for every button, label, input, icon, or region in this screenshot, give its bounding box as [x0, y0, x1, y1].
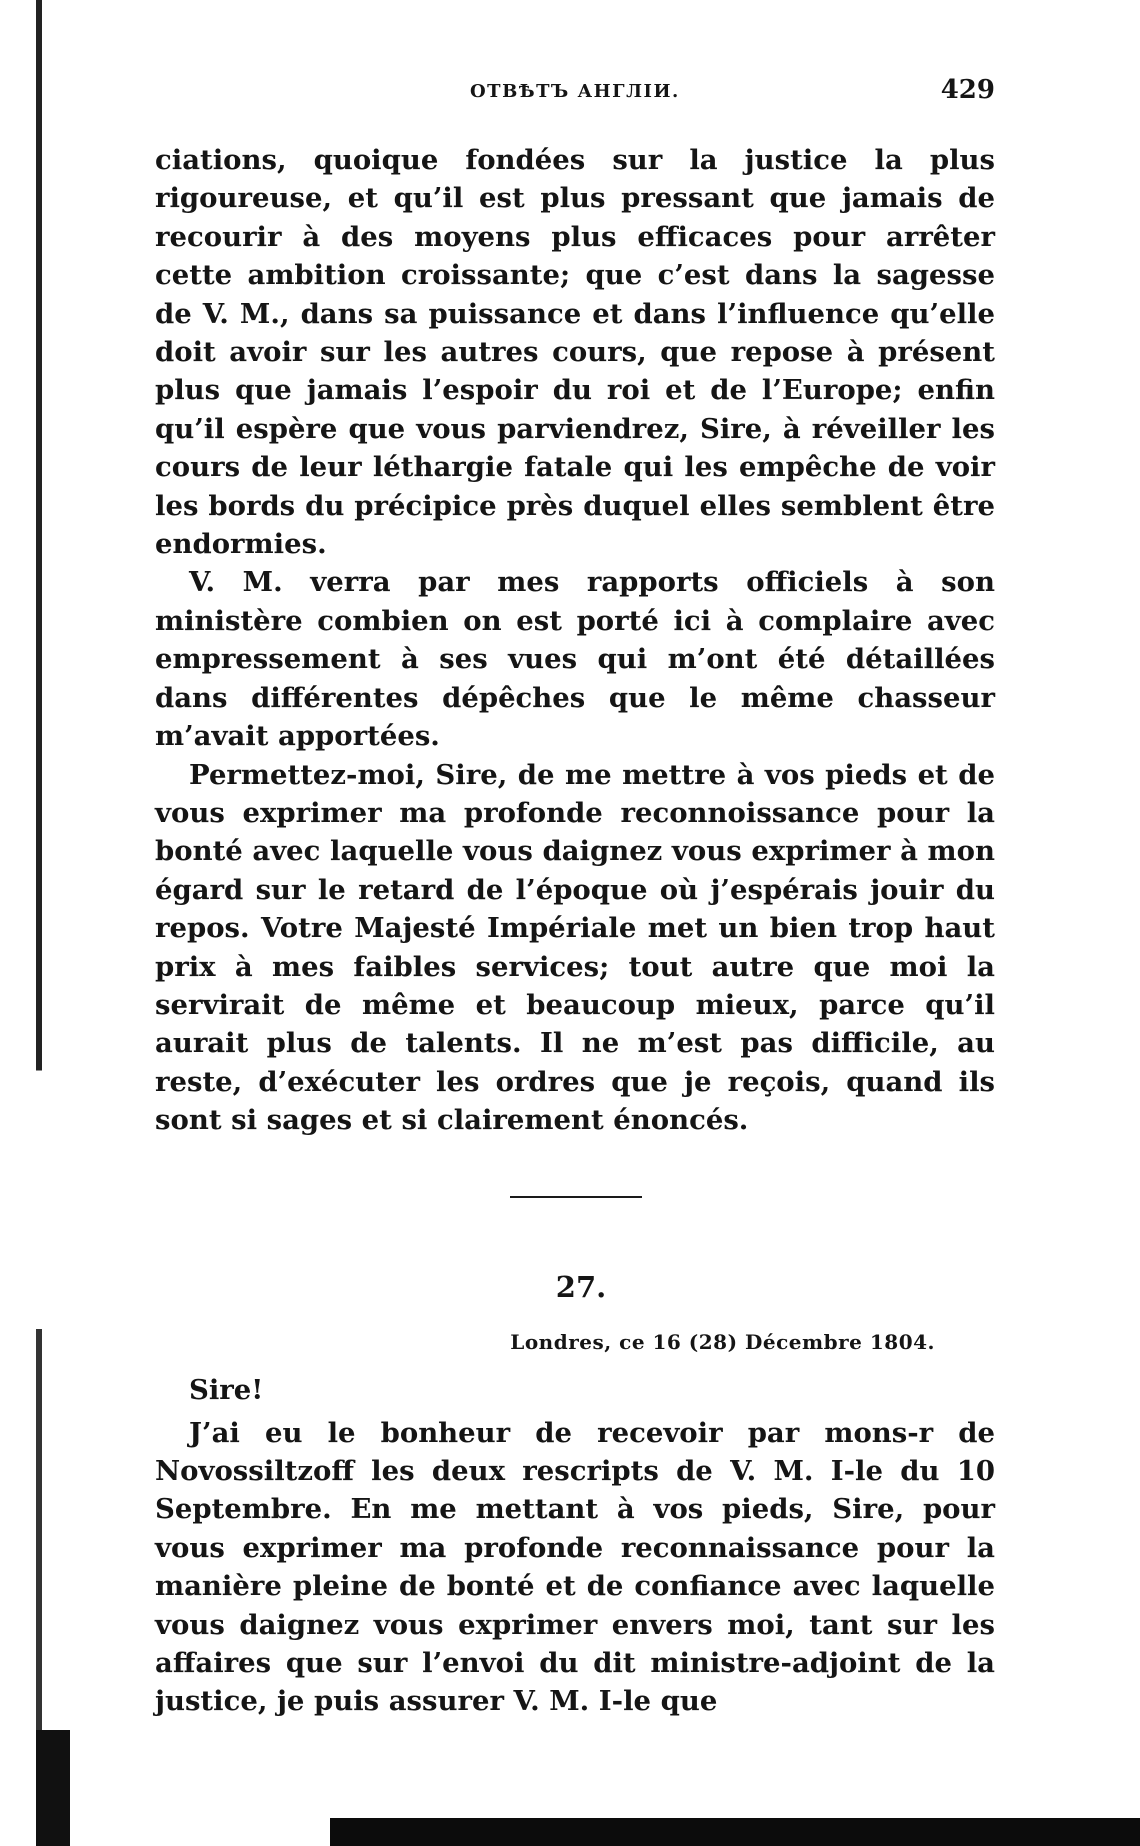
- running-head: [155, 75, 995, 115]
- left-binding-edge: [36, 0, 42, 1846]
- paragraph: V. M. verra par mes rapports officiels à son ministère combien on est porté ici à complaire avec empressement à ses vues qui m’ont été détaillées dans différentes dépêches que le même chasseur m’avait apportées.: [155, 566, 995, 753]
- dateline: Londres, ce 16 (28) Décembre 1804.: [510, 1329, 935, 1354]
- left-binding-shadow: [36, 1730, 70, 1846]
- section-divider: [510, 1196, 642, 1198]
- running-title: ОТВѢТЪ АНГЛІИ.: [470, 81, 680, 102]
- paragraph: ciations, quoique fondées sur la justice la plus rigoureuse, et qu’il est plus pressant que jamais de recourir à des moyens plus efficaces pour arrêter cette ambition croissante; que c’est dans la sagesse de V. M., dans sa puissance et dans l’influence qu’elle doit avoir sur les autres cours, que repose à présent plus que jamais l’espoir du roi et de l’Europe; enfin qu’il espère que vous parviendrez, Sire, à réveiller les cours de leur léthargie fatale qui les empêche de voir les bords du précipice près duquel elles semblent être endormies.: [155, 144, 995, 561]
- paragraph: Permettez-moi, Sire, de me mettre à vos pieds et de vous exprimer ma profonde reconnoissance pour la bonté avec laquelle vous daignez vous exprimer à mon égard sur le retard de l’époque où j’espérais jouir du repos. Votre Majesté Impériale met un bien trop haut prix à mes faibles services; tout autre que moi la servirait de même et beaucoup mieux, parce qu’il aurait plus de talents. Il ne m’est pas difficile, au reste, d’exécuter les ordres que je reçois, quand ils sont si sages et si clairement énoncés.: [155, 758, 995, 1137]
- letter-26-body: [155, 141, 995, 1140]
- page-number: 429: [940, 75, 995, 105]
- bottom-scan-strip: [330, 1818, 1140, 1846]
- paragraph: J’ai eu le bonheur de recevoir par mons-r de Novossiltzoff les deux rescripts de V. M. I-le du 10 Septembre. En me mettant à vos pieds, Sire, pour vous exprimer ma profonde reconnaissance pour la manière pleine de bonté et de confiance avec laquelle vous daignez vous exprimer envers moi, tant sur les affaires que sur l’envoi du dit ministre-adjoint de la justice, je puis assurer V. M. I-le que: [155, 1416, 995, 1718]
- salutation: Sire!: [189, 1373, 264, 1406]
- letter-27-body: [155, 1414, 995, 1721]
- letter-number: 27.: [555, 1269, 607, 1304]
- book-page: [155, 75, 995, 1721]
